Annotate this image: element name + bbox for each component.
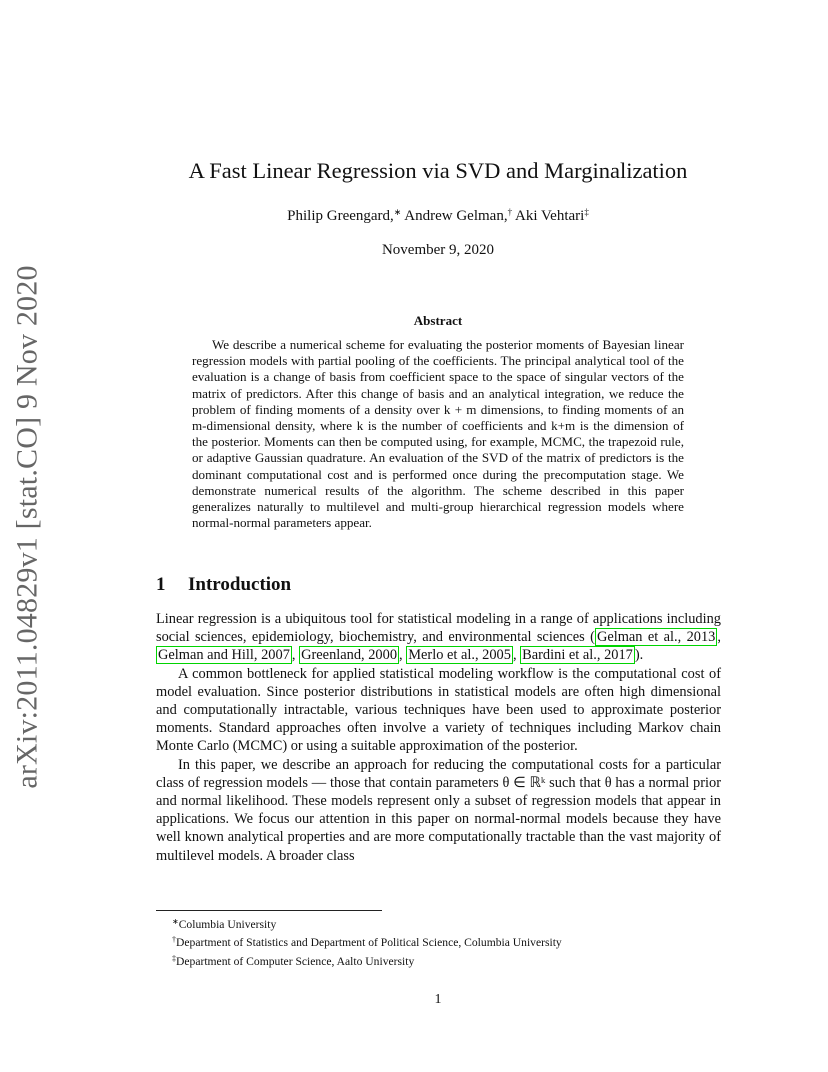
author-affiliation-mark: ‡ <box>584 207 589 217</box>
body-text <box>156 610 721 865</box>
footnote <box>172 914 732 932</box>
citation-link[interactable]: Greenland, 2000 <box>301 647 398 664</box>
section-title: Introduction <box>188 574 292 595</box>
arxiv-stamp <box>10 265 46 789</box>
paragraph-text: Linear regression is a ubiquitous tool for statistical modeling in a range of applications including social sciences, epidemiology, biochemistry, and environmental sciences ( <box>156 611 721 646</box>
paragraph: In this paper, we describe an approach for reducing the computational costs for a particular class of regression models — those that contain parameters θ ∈ ℝᵏ such that θ has a normal prior and normal likelihood. These models represent only a subset of regression models that appear in applications. We focus our attention in this paper on normal-normal models because they have well known analytical properties and are more computationally tractable than the vast majority of multilevel models. A broader class <box>156 756 721 864</box>
footnote-text: Columbia University <box>178 918 277 931</box>
footnote <box>172 932 732 950</box>
citation-link[interactable]: Merlo et al., 2005 <box>408 647 511 664</box>
author-affiliation-mark: † <box>507 207 513 217</box>
section-heading <box>156 574 556 596</box>
footnote-text: Department of Computer Science, Aalto University <box>176 954 415 968</box>
section-number: 1 <box>156 574 166 595</box>
author-name: Aki Vehtari <box>515 208 585 224</box>
citation-link[interactable]: Gelman and Hill, 2007 <box>158 647 290 664</box>
page-number: 1 <box>434 992 442 1007</box>
footnote <box>172 951 732 969</box>
abstract-heading: Abstract <box>413 313 463 328</box>
paragraph: A common bottleneck for applied statistical modeling workflow is the computational cost of model evaluation. Since posterior distributions in statistical models are often high dimensional and computationally intractable, various techniques have been used to approximate posterior moments. Standard approaches often involve a variety of techniques including Markov chain Monte Carlo (MCMC) or using a suitable approximation of the posterior. <box>156 665 721 755</box>
footnote-text: Department of Statistics and Department of Political Science, Columbia University <box>176 936 562 950</box>
author-list <box>120 207 756 225</box>
author-name: Philip Greengard, <box>287 208 394 224</box>
citation-link[interactable]: Gelman et al., 2013 <box>596 629 716 646</box>
footnote-mark: ∗ <box>172 917 179 926</box>
footnote-divider <box>156 910 382 911</box>
author-affiliation-mark: ∗ <box>393 207 402 217</box>
paragraph-text: ). <box>634 647 644 664</box>
footnotes <box>172 914 732 969</box>
citation-link[interactable]: Bardini et al., 2017 <box>522 647 633 664</box>
author-name: Andrew Gelman, <box>404 208 508 224</box>
footnote-mark: † <box>172 935 176 945</box>
footnote-mark: ‡ <box>172 953 176 963</box>
paragraph: Linear regression is a ubiquitous tool for statistical modeling in a range of applications including social sciences, epidemiology, biochemistry, and environmental sciences ( Gelman et al., 2013 , Gelman and Hill, 2007 , Greenland, 2000 , Merlo et al., 2005 , Bardini et al., 2017 ). <box>156 611 721 664</box>
paper-date: November 9, 2020 <box>381 242 495 258</box>
abstract-text: We describe a numerical scheme for evaluating the posterior moments of Bayesian linear regression models with partial pooling of the coefficients. The principal analytical tool of the evaluation is a change of basis from coefficient space to the space of singular vectors of the matrix of predictors. After this change of basis and an analytical integration, we reduce the problem of finding moments of a density over k + m dimensions, to finding moments of an m-dimensional density, where k is the number of coefficients and k+m is the dimension of the posterior. Moments can then be computed using, for example, MCMC, the trapezoid rule, or adaptive Gaussian quadrature. An evaluation of the SVD of the matrix of predictors is the dominant computational cost and is performed once during the precomputation stage. We demonstrate numerical results of the algorithm. The scheme described in this paper generalizes naturally to multilevel and multi-group hierarchical regression models where normal-normal parameters appear. <box>192 337 684 531</box>
arxiv-stamp-text: arXiv:2011.04829v1 [stat.CO] 9 Nov 2020 <box>11 265 44 789</box>
paper-title: A Fast Linear Regression via SVD and Marginalization <box>188 158 688 183</box>
